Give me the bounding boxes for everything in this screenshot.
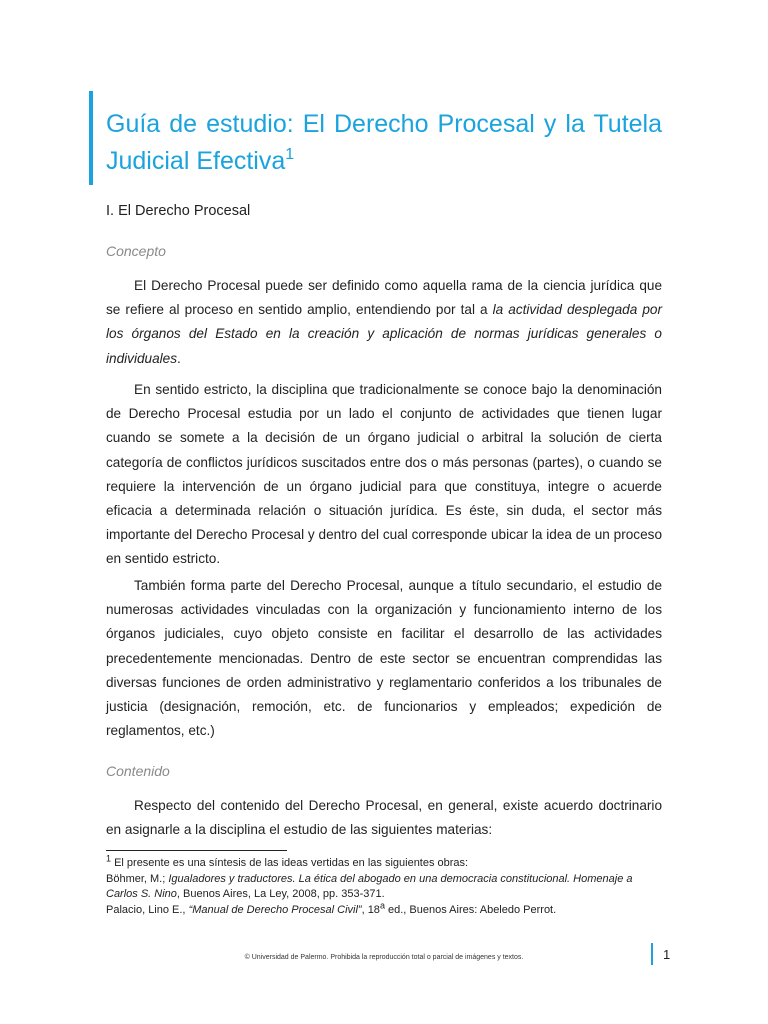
reference-2-rest: ed., Buenos Aires: Abeledo Perrot. — [384, 903, 557, 916]
reference-1-author: Böhmer, M.; — [106, 872, 169, 885]
footnote-separator — [106, 850, 287, 851]
paragraph-1 — [106, 274, 662, 371]
title-text: Guía de estudio: El Derecho Procesal y la Tutela Judicial Efectiva — [106, 110, 662, 175]
footnote-intro: El presente es una síntesis de las ideas vertidas en las siguientes obras: — [111, 857, 469, 869]
paragraph-1-italic: la actividad desplegada por los órganos del Estado en la creación y aplicación de normas jurídicas generales o individuales — [106, 302, 662, 366]
paragraph-3: También forma parte del Derecho Procesal, aunque a título secundario, el estudio de numerosas actividades vinculadas con la organización y funcionamiento interno de los órganos judiciales, cuyo objeto consiste en facilitar el desarrollo de las actividades precedentemente mencionadas. Dentro de este sector se encuentran comprendidas las diversas funciones de orden administrativo y reglamentario conferidos a los tribunales de justicia (designación, remoción, etc. de funcionarios y empleados; expedición de reglamentos, etc.) — [106, 578, 662, 739]
reference-2-author: Palacio, Lino E., — [106, 903, 189, 916]
title-accent-bar — [89, 91, 93, 185]
section-heading: I. El Derecho Procesal — [106, 203, 251, 219]
paragraph-2: En sentido estricto, la disciplina que tradicionalmente se conoce bajo la denominación de Derecho Procesal estudia por un lado el conjunto de actividades que tienen lugar cuando se somete a la decisión de un órgano judicial o arbitral la solución de cierta categoría de conflictos jurídicos suscitados entre dos o más personas (partes), o cuando se requiere la intervención de un órgano judicial para que constituya, integre o acuerde eficacia a determinada relación o situación jurídica. Es éste, sin duda, el sector más importante del Derecho Procesal y dentro del cual corresponde ubicar la idea de un proceso en sentido estricto. — [106, 382, 662, 567]
reference-1-rest: , Buenos Aires, La Ley, 2008, pp. 353-371. — [176, 888, 385, 900]
reference-2-title: “Manual de Derecho Procesal Civil” — [188, 903, 362, 916]
footnote-1 — [106, 853, 666, 872]
subheading-concepto: Concepto — [106, 243, 166, 259]
reference-2-edition: , 18 — [361, 903, 380, 916]
paragraph-1-text-a: El Derecho Procesal puede ser definido como aquella rama de la ciencia jurídica que se refiere al proceso en sentido amplio, entendiendo por tal a — [106, 278, 662, 318]
paragraph-1-text-b: . — [177, 350, 181, 366]
footnote-reference-1 — [106, 872, 666, 903]
subheading-contenido: Contenido — [106, 763, 170, 779]
paragraph-4: Respecto del contenido del Derecho Procesal, en general, existe acuerdo doctrinario en asignarle a la disciplina el estudio de las siguientes materias: — [106, 798, 662, 838]
page-number-bar — [651, 943, 653, 965]
footnote-reference-2 — [106, 899, 666, 919]
reference-1-title: Igualadores y traductores. La ética del abogado en una democracia constitucional. Homenaje a Carlos S. Nino — [106, 872, 633, 900]
title-footnote-ref[interactable]: 1 — [285, 146, 295, 163]
page-number: 1 — [663, 947, 671, 962]
footnotes — [106, 853, 666, 918]
reference-2-edition-sup: a — [379, 899, 385, 910]
footnote-marker: 1 — [106, 853, 112, 864]
document-title — [106, 106, 662, 180]
copyright-footer: © Universidad de Palermo. Prohibida la reproducción total o parcial de imágenes y textos. — [244, 954, 524, 961]
